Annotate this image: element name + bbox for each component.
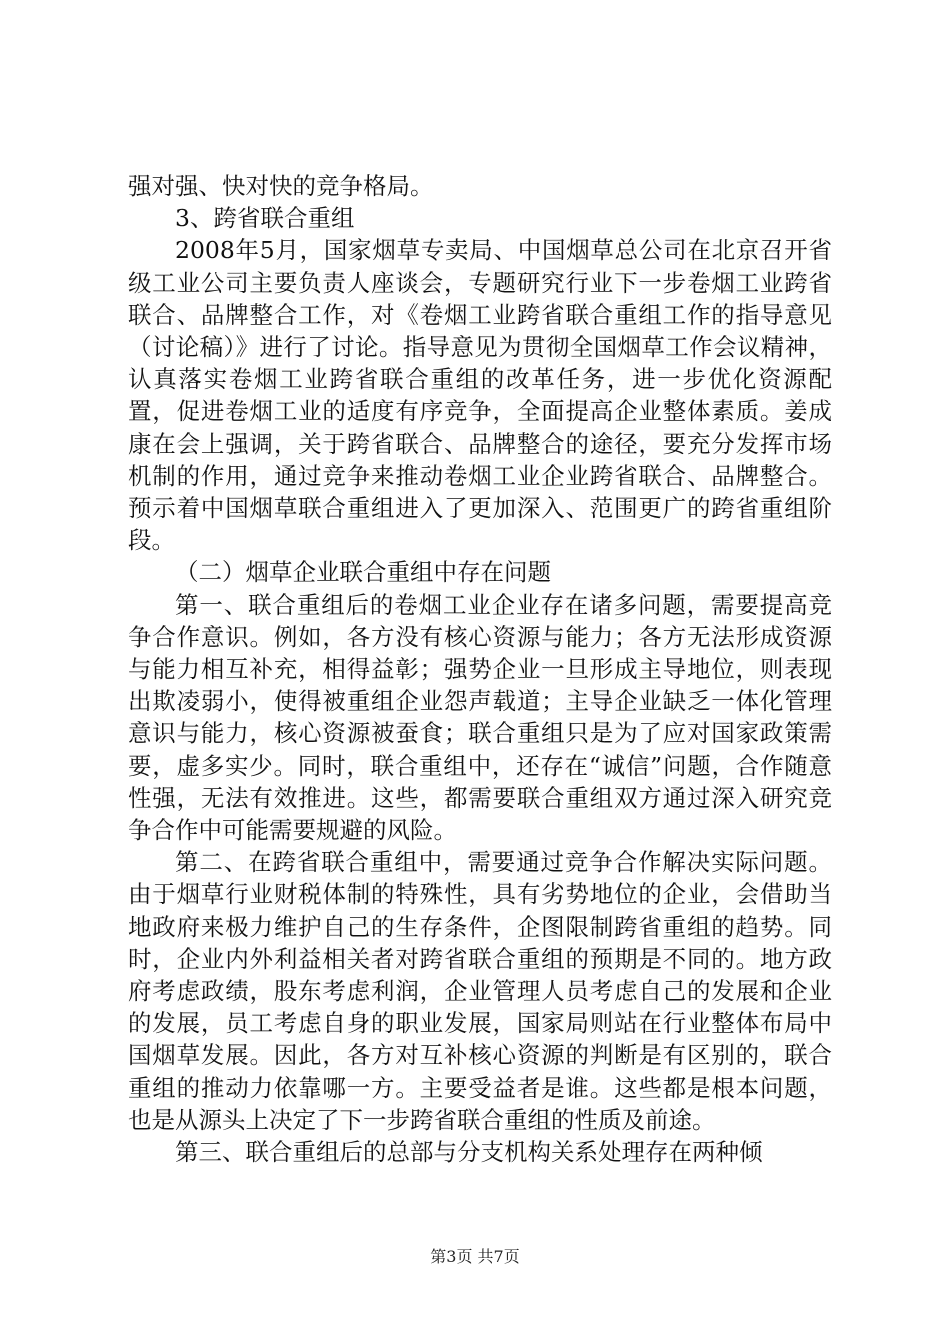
paragraph-first-problem: 第一、联合重组后的卷烟工业企业存在诸多问题，需要提高竞争合作意识。例如，各方没有核心资源与能力；各方无法形成资源与能力相互补充，相得益彰；强势企业一旦形成主导地位，则表现出欺凌弱小，使得被重组企业怨声载道；主导企业缺乏一体化管理意识与能力，核心资源被蚕食；联合重组只是为了应对国家政策需要，虚多实少。同时，联合重组中，还存在“诚信”问题，合作随意性强，无法有效推进。这些，都需要联合重组双方通过深入研究竞争合作中可能需要规避的风险。: [128, 590, 832, 845]
paragraph-second-problem: 第二、在跨省联合重组中，需要通过竞争合作解决实际问题。由于烟草行业财税体制的特殊性，具有劣势地位的企业，会借助当地政府来极力维护自己的生存条件，企图限制跨省重组的趋势。同时，企业内外利益相关者对跨省联合重组的预期是不同的。地方政府考虑政绩，股东考虑利润，企业管理人员考虑自己的发展和企业的发展，员工考虑自身的职业发展，国家局则站在行业整体布局中国烟草发展。因此，各方对互补核心资源的判断是有区别的，联合重组的推动力依靠哪一方。主要受益者是谁。这些都是根本问题，也是从源头上决定了下一步跨省联合重组的性质及前途。: [128, 848, 832, 1134]
paragraph-continuation: 强对强、快对快的竞争格局。: [128, 172, 434, 200]
section-heading-problems: （二）烟草企业联合重组中存在问题: [175, 558, 551, 587]
paragraph-third-problem: 第三、联合重组后的总部与分支机构关系处理存在两种倾: [175, 1138, 763, 1167]
paragraph-2008-meeting: 2008年5月，国家烟草专卖局、中国烟草总公司在北京召开省级工业公司主要负责人座谈会，专题研究行业下一步卷烟工业跨省联合、品牌整合工作，对《卷烟工业跨省联合重组工作的指导意见（讨论稿）》进行了讨论。指导意见为贯彻全国烟草工作会议精神，认真落实卷烟工业跨省联合重组的改革任务，进一步优化资源配置，促进卷烟工业的适度有序竞争，全面提高企业整体素质。姜成康在会上强调，关于跨省联合、品牌整合的途径，要充分发挥市场机制的作用，通过竞争来推动卷烟工业企业跨省联合、品牌整合。预示着中国烟草联合重组进入了更加深入、范围更广的跨省重组阶段。: [128, 236, 832, 555]
document-body: [128, 170, 832, 1168]
page-footer: 第3页 共7页: [430, 1247, 520, 1266]
section-heading-cross-province: 3、跨省联合重组: [175, 204, 355, 233]
